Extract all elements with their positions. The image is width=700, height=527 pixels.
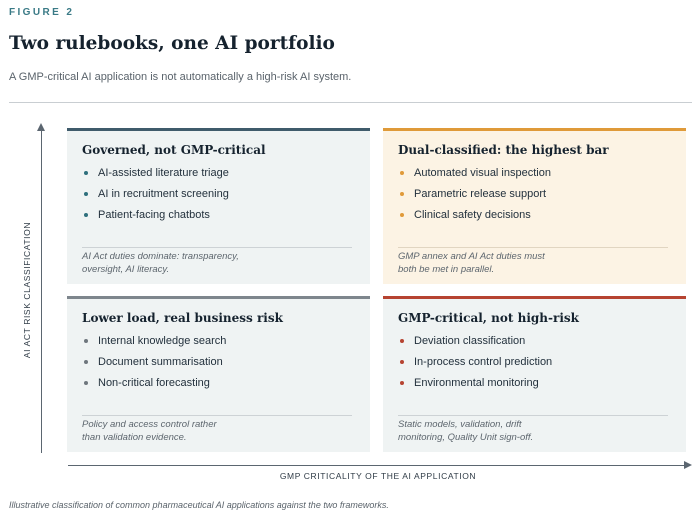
quadrant-note-line: GMP annex and AI Act duties must — [398, 251, 545, 262]
quadrant-divider — [398, 415, 668, 416]
x-axis-line — [68, 465, 685, 466]
list-item-label: AI-assisted literature triage — [98, 167, 229, 179]
list-item-label: Patient-facing chatbots — [98, 209, 210, 221]
list-item — [400, 208, 551, 229]
figure-title: Two rulebooks, one AI portfolio — [9, 33, 335, 54]
list-item — [84, 187, 229, 208]
header-divider — [9, 102, 692, 103]
quadrant-list — [84, 334, 226, 397]
quadrant-note-line: oversight, AI literacy. — [82, 264, 170, 275]
figure-caption: Illustrative classification of common pharmaceutical AI applications against the two frameworks. — [9, 500, 389, 510]
quadrant-note-line: Policy and access control rather — [82, 419, 217, 430]
quadrant-divider — [398, 247, 668, 248]
quadrant-divider — [82, 247, 352, 248]
y-axis-line — [41, 128, 42, 453]
bullet-dot-icon — [84, 360, 88, 364]
bullet-dot-icon — [400, 192, 404, 196]
quadrant-note-line: both be met in parallel. — [398, 264, 495, 275]
quadrant-title: Lower load, real business risk — [82, 311, 283, 325]
list-item — [84, 355, 226, 376]
list-item — [400, 166, 551, 187]
bullet-dot-icon — [84, 213, 88, 217]
list-item — [84, 166, 229, 187]
figure-label: FIGURE 2 — [9, 7, 75, 18]
quadrant-note-line: AI Act duties dominate: transparency, — [82, 251, 239, 262]
list-item — [84, 208, 229, 229]
quadrant-note-line: monitoring, Quality Unit sign-off. — [398, 432, 534, 443]
list-item — [400, 334, 552, 355]
bullet-dot-icon — [400, 213, 404, 217]
figure-subtitle: A GMP-critical AI application is not automatically a high-risk AI system. — [9, 71, 352, 83]
list-item — [400, 187, 551, 208]
quadrant-governed-not-gmp-critical — [67, 128, 370, 284]
y-axis-label: AI ACT RISK CLASSIFICATION — [22, 221, 32, 359]
quadrant-list — [84, 166, 229, 229]
quadrant-note — [398, 418, 678, 444]
x-axis-arrow-icon — [684, 461, 692, 469]
quadrant-gmp-critical-not-high-risk — [383, 296, 686, 452]
quadrant-title: GMP-critical, not high-risk — [398, 311, 579, 325]
list-item — [84, 376, 226, 397]
quadrant-note — [82, 250, 362, 276]
bullet-dot-icon — [400, 360, 404, 364]
y-axis-arrow-icon — [37, 123, 45, 131]
list-item-label: Automated visual inspection — [414, 167, 551, 179]
bullet-dot-icon — [400, 381, 404, 385]
list-item — [400, 355, 552, 376]
list-item-label: Document summarisation — [98, 356, 223, 368]
x-axis-label: GMP CRITICALITY OF THE AI APPLICATION — [279, 471, 477, 481]
quadrant-title: Dual-classified: the highest bar — [398, 143, 609, 157]
bullet-dot-icon — [84, 381, 88, 385]
list-item-label: Clinical safety decisions — [414, 209, 531, 221]
list-item-label: Environmental monitoring — [414, 377, 539, 389]
bullet-dot-icon — [84, 171, 88, 175]
quadrant-note — [398, 250, 678, 276]
quadrant-note-line: Static models, validation, drift — [398, 419, 522, 430]
quadrant-lower-load — [67, 296, 370, 452]
list-item-label: AI in recruitment screening — [98, 188, 229, 200]
quadrant-divider — [82, 415, 352, 416]
list-item-label: In-process control prediction — [414, 356, 553, 368]
list-item-label: Internal knowledge search — [98, 335, 227, 347]
quadrant-list — [400, 334, 552, 397]
quadrant-list — [400, 166, 551, 229]
bullet-dot-icon — [84, 339, 88, 343]
list-item-label: Non-critical forecasting — [98, 377, 210, 389]
quadrant-title: Governed, not GMP-critical — [82, 143, 266, 157]
bullet-dot-icon — [84, 192, 88, 196]
list-item — [84, 334, 226, 355]
list-item — [400, 376, 552, 397]
quadrant-note — [82, 418, 362, 444]
bullet-dot-icon — [400, 171, 404, 175]
bullet-dot-icon — [400, 339, 404, 343]
list-item-label: Parametric release support — [414, 188, 547, 200]
quadrant-dual-classified — [383, 128, 686, 284]
list-item-label: Deviation classification — [414, 335, 526, 347]
quadrant-note-line: than validation evidence. — [82, 432, 187, 443]
